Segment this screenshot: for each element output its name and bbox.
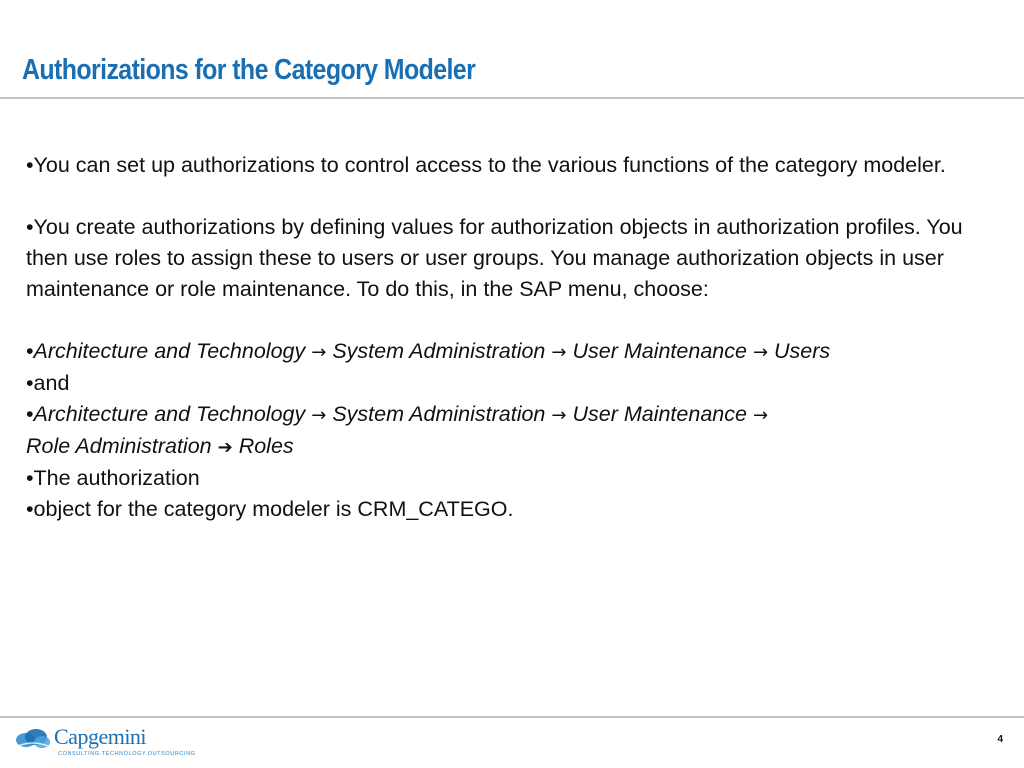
bullet-paragraph-2 bbox=[26, 212, 976, 305]
arrow-right-icon: → bbox=[551, 342, 567, 363]
cloud-logo-icon bbox=[14, 726, 52, 752]
paragraph-spacer bbox=[26, 305, 976, 336]
page-number: 4 bbox=[997, 734, 1003, 745]
logo-wordmark: Capgemini bbox=[54, 724, 147, 749]
path1-step-2: System Administration bbox=[332, 339, 546, 363]
path2-step-5: Roles bbox=[238, 434, 294, 458]
path1-step-1: Architecture and Technology bbox=[33, 339, 306, 363]
path1-step-4: Users bbox=[774, 339, 831, 363]
title-divider bbox=[0, 97, 1024, 99]
slide-body bbox=[26, 150, 976, 525]
footer-divider bbox=[0, 716, 1024, 718]
bullet-marker: • bbox=[26, 215, 34, 239]
slide-title: Authorizations for the Category Modeler bbox=[22, 54, 476, 86]
bold-arrow-right-icon: ➔ bbox=[217, 437, 233, 458]
menu-path-1 bbox=[26, 336, 976, 368]
path2-step-2: System Administration bbox=[332, 402, 546, 426]
path1-step-3: User Maintenance bbox=[572, 339, 747, 363]
bullet-marker: • bbox=[26, 466, 34, 490]
paragraph-1-text: You can set up authorizations to control access to the various functions of the category modeler. bbox=[33, 153, 946, 177]
logo-tagline: CONSULTING.TECHNOLOGY.OUTSOURCING bbox=[58, 751, 196, 757]
bullet-paragraph-3 bbox=[26, 463, 976, 494]
bullet-marker: • bbox=[26, 153, 34, 177]
arrow-right-icon: → bbox=[311, 405, 327, 426]
paragraph-2-text: You create authorizations by defining values for authorization objects in authorization profiles. You then use roles to assign these to users or user groups. You manage authorization objects in user maintenance or role maintenance. To do this, in the SAP menu, choose: bbox=[26, 215, 963, 301]
bullet-paragraph-4 bbox=[26, 494, 976, 525]
arrow-right-icon: → bbox=[752, 405, 769, 426]
paragraph-3-text: The authorization bbox=[33, 466, 200, 490]
bullet-marker: • bbox=[26, 339, 34, 363]
connector-text: and bbox=[33, 371, 70, 395]
menu-path-2 bbox=[26, 399, 976, 463]
bullet-marker: • bbox=[26, 497, 34, 521]
bullet-marker: • bbox=[26, 371, 34, 395]
path2-step-1: Architecture and Technology bbox=[33, 402, 306, 426]
path2-step-3: User Maintenance bbox=[572, 402, 747, 426]
bullet-marker: • bbox=[26, 402, 34, 426]
path2-step-4: Role Administration bbox=[26, 434, 212, 458]
arrow-right-icon: → bbox=[551, 405, 567, 426]
arrow-right-icon: → bbox=[311, 342, 327, 363]
connector-line bbox=[26, 368, 976, 399]
bullet-paragraph-1 bbox=[26, 150, 976, 181]
paragraph-4-text: object for the category modeler is CRM_CATEGO. bbox=[33, 497, 514, 521]
paragraph-spacer bbox=[26, 181, 976, 212]
arrow-right-icon: → bbox=[752, 342, 769, 363]
company-logo bbox=[14, 724, 196, 760]
